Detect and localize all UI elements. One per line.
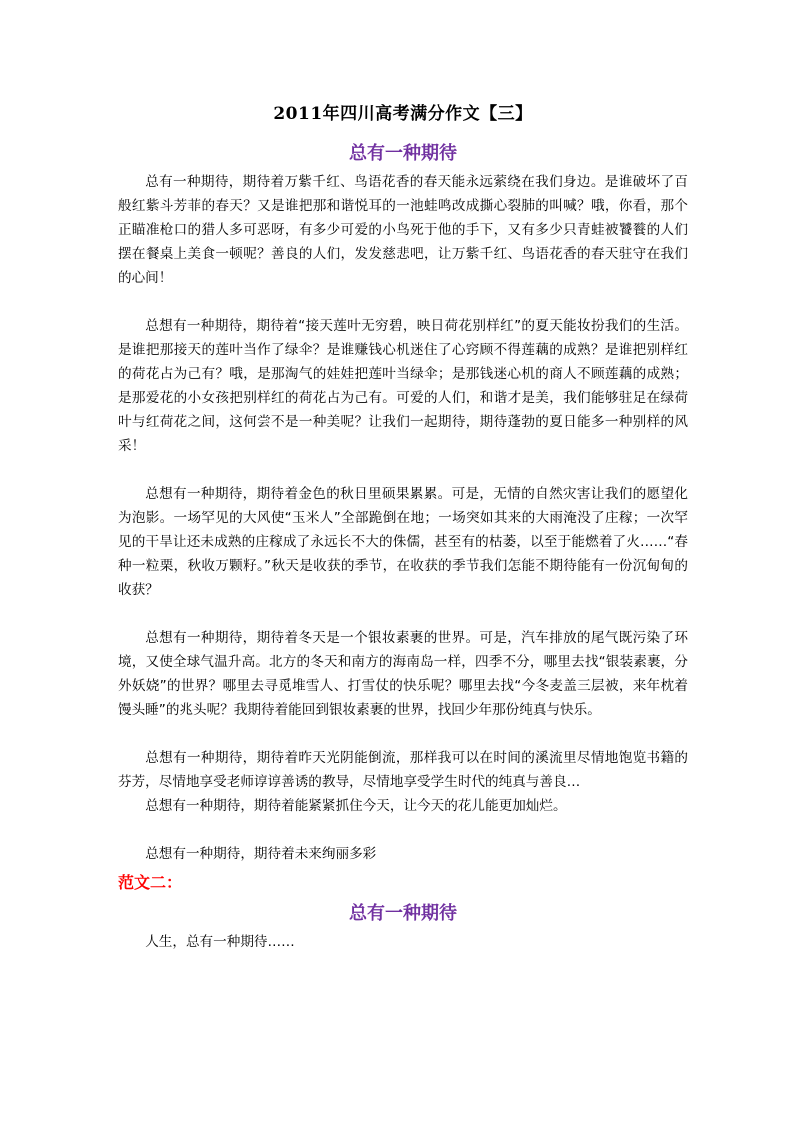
paragraph-summer: 总想有一种期待，期待着“接天莲叶无穷碧，映日荷花别样红”的夏天能妆扮我们的生活。是谁把那接天的莲叶当作了绿伞？是谁赚钱心机迷住了心窍顾不得莲藕的成熟？是谁把别样红的荷花占为己有？哦，是那淘气的娃娃把莲叶当绿伞；是那钱迷心机的商人不顾莲藕的成熟；是那爱花的小女孩把别样红的荷花占为己有。可爱的人们，和谐才是美，我们能够驻足在绿荷叶与红荷花之间，这何尝不是一种美呢？让我们一起期待，期待蓬勃的夏日能多一种别样的风采！ (118, 318, 688, 454)
essay-title-1: 总有一种期待 (349, 143, 457, 164)
paragraph-gap (118, 602, 688, 626)
paragraph-today: 总想有一种期待，期待着能紧紧抓住今天，让今天的花儿能更加灿烂。 (145, 798, 567, 814)
section-label-example-2: 范文二： (118, 873, 183, 892)
document-title: 2011年四川高考满分作文【三】 (273, 104, 533, 124)
paragraph-spring: 总有一种期待，期待着万紫千红、鸟语花香的春天能永远萦绕在我们身边。是谁破坏了百般红紫斗芳菲的春天？又是谁把那和谐悦耳的一池蛙鸣改成撕心裂肺的叫喊？哦，你看，那个正瞄准枪口的猎人多可恶呀，有多少可爱的小鸟死于他的手下，又有多少只青蛙被饕餮的人们摆在餐桌上美食一顿呢？善良的人们，发发慈悲吧，让万紫千红、鸟语花香的春天驻守在我们的心间！ (118, 174, 688, 286)
paragraph-yesterday: 总想有一种期待，期待着昨天光阴能倒流，那样我可以在时间的溪流里尽情地饱览书籍的芬芳，尽情地享受老师谆谆善诱的教导，尽情地享受学生时代的纯真与善良… (118, 750, 688, 790)
paragraph-gap (118, 722, 688, 746)
document-page (118, 100, 688, 954)
paragraph-gap (118, 818, 688, 842)
paragraph-winter: 总想有一种期待，期待着冬天是一个银妆素裹的世界。可是，汽车排放的尾气既污染了环境，又使全球气温升高。北方的冬天和南方的海南岛一样，四季不分，哪里去找“银装素裹，分外妖娆”的世界？哪里去寻觅堆雪人、打雪仗的快乐呢？哪里去找“今冬麦盖三层被，来年枕着馒头睡”的兆头呢？我期待着能回到银妆素裹的世界，找回少年那份纯真与快乐。 (118, 630, 688, 718)
paragraph-gap (118, 290, 688, 314)
paragraph-future: 总想有一种期待，期待着未来绚丽多彩 (145, 846, 377, 862)
paragraph-essay2-opening: 人生，总有一种期待…… (145, 934, 295, 950)
paragraph-gap (118, 458, 688, 482)
essay-title-2: 总有一种期待 (349, 903, 457, 924)
paragraph-autumn: 总想有一种期待，期待着金色的秋日里硕果累累。可是，无情的自然灾害让我们的愿望化为泡影。一场罕见的大风使“玉米人”全部跪倒在地；一场突如其来的大雨淹没了庄稼；一次罕见的干旱让还未成熟的庄稼成了永远长不大的侏儒，甚至有的枯萎，以至于能燃着了火……“春种一粒栗，秋收万颗籽。”秋天是收获的季节，在收获的季节我们怎能不期待能有一份沉甸甸的收获？ (118, 486, 688, 598)
